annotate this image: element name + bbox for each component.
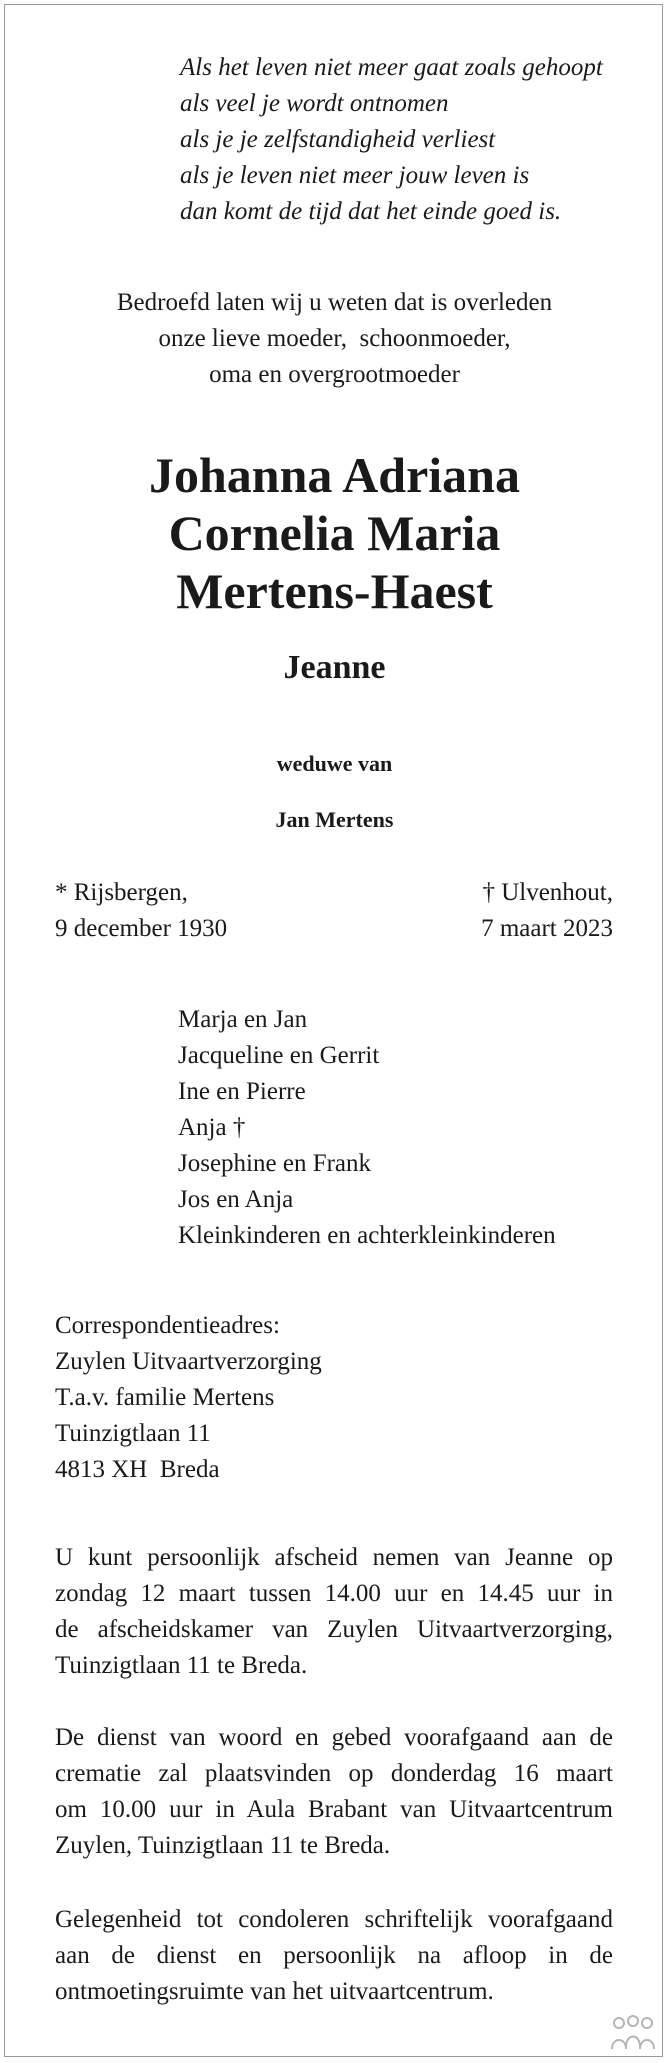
paragraph-line: de afscheidskamer van Zuylen Uitvaartverzorging, bbox=[55, 1616, 613, 1643]
paragraph-line: crematie zal plaatsvinden op donderdag 16 maart bbox=[55, 1760, 613, 1787]
nickname: Jeanne bbox=[283, 649, 386, 686]
paragraph-line: om 10.00 uur in Aula Brabant van Uitvaartcentrum bbox=[55, 1796, 613, 1823]
people-group-icon bbox=[609, 2013, 657, 2053]
announcement-intro bbox=[0, 285, 669, 393]
paragraph-line: De dienst van woord en gebed voorafgaand aan de bbox=[55, 1724, 613, 1751]
widow-label: weduwe van bbox=[276, 751, 393, 776]
family-list bbox=[178, 1002, 556, 1254]
family-member: Josephine en Frank bbox=[178, 1150, 372, 1177]
paragraph-line: Zuylen, Tuinzigtlaan 11 te Breda. bbox=[55, 1832, 391, 1859]
birth-date: 9 december 1930 bbox=[55, 915, 228, 942]
poem-line: Als het leven niet meer gaat zoals gehoopt bbox=[180, 54, 603, 81]
paragraph-line: zondag 12 maart tussen 14.00 uur en 14.45 uur in bbox=[55, 1580, 613, 1607]
paragraph-line: Gelegenheid tot condoleren schriftelijk voorafgaand bbox=[55, 1906, 613, 1933]
intro-line: Bedroefd laten wij u weten dat is overleden bbox=[116, 289, 553, 316]
family-member: Marja en Jan bbox=[178, 1006, 308, 1033]
poem-line: als je je zelfstandigheid verliest bbox=[180, 126, 496, 153]
poem bbox=[180, 50, 603, 230]
address-line: 4813 XH Breda bbox=[55, 1456, 220, 1483]
farewell-paragraph bbox=[55, 1540, 613, 1684]
paragraph-line: aan de dienst en persoonlijk na afloop in de bbox=[55, 1942, 613, 1969]
death-info bbox=[481, 875, 613, 947]
family-member: Kleinkinderen en achterkleinkinderen bbox=[178, 1222, 556, 1249]
intro-line: onze lieve moeder, schoonmoeder, bbox=[158, 325, 511, 352]
family-member: Jacqueline en Gerrit bbox=[178, 1042, 380, 1069]
name-line: Cornelia Maria bbox=[168, 505, 501, 561]
address-line: Zuylen Uitvaartverzorging bbox=[55, 1348, 322, 1375]
paragraph-line: U kunt persoonlijk afscheid nemen van Jeanne op bbox=[55, 1544, 613, 1571]
correspondence-address bbox=[55, 1308, 322, 1488]
birth-place: * Rijsbergen, bbox=[55, 879, 188, 906]
paragraph-line: ontmoetingsruimte van het uitvaartcentrum. bbox=[55, 1978, 494, 2005]
death-date: 7 maart 2023 bbox=[481, 915, 613, 942]
family-member: Ine en Pierre bbox=[178, 1078, 306, 1105]
address-line: Tuinzigtlaan 11 bbox=[55, 1420, 211, 1447]
deceased-name bbox=[0, 446, 669, 620]
name-line: Johanna Adriana bbox=[149, 447, 520, 503]
death-place: † Ulvenhout, bbox=[482, 879, 613, 906]
family-member: Jos en Anja bbox=[178, 1186, 294, 1213]
birth-info bbox=[55, 875, 227, 947]
poem-line: als veel je wordt ontnomen bbox=[180, 90, 449, 117]
address-line: Correspondentieadres: bbox=[55, 1312, 280, 1339]
family-member: Anja † bbox=[178, 1114, 246, 1141]
husband-name: Jan Mertens bbox=[275, 807, 394, 832]
address-line: T.a.v. familie Mertens bbox=[55, 1384, 275, 1411]
intro-line: oma en overgrootmoeder bbox=[209, 361, 460, 388]
paragraph-line: Tuinzigtlaan 11 te Breda. bbox=[55, 1652, 308, 1679]
service-paragraph bbox=[55, 1720, 613, 1864]
poem-line: dan komt de tijd dat het einde goed is. bbox=[180, 198, 562, 225]
poem-line: als je leven niet meer jouw leven is bbox=[180, 162, 530, 189]
name-line: Mertens-Haest bbox=[176, 563, 493, 619]
condolence-paragraph bbox=[55, 1902, 613, 2010]
